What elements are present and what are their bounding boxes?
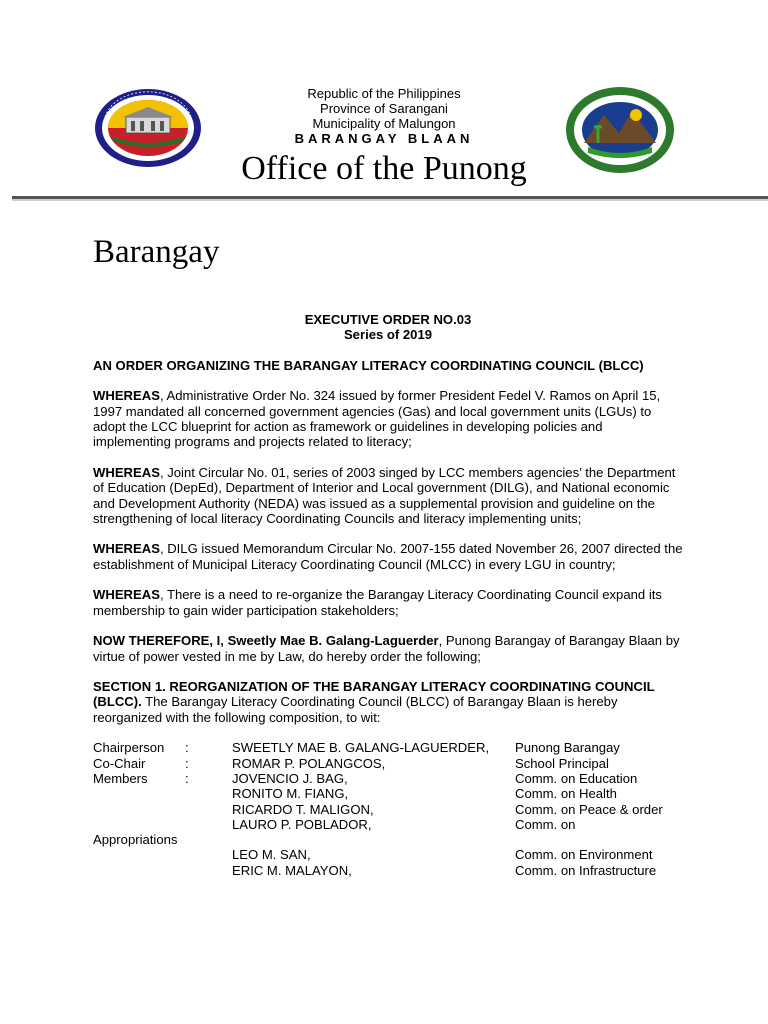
whereas-text: , Administrative Order No. 324 issued by former President Fedel V. Ramos on April 15, 1997 mandated all concerned government agencies (Gas) and local government units (LGUs) to adopt the LCC blueprint for action as framework or guidelines in developing policies and implementing programs and projects related to literacy; xyxy=(93,388,661,450)
office-subtitle: Barangay xyxy=(93,234,220,270)
whereas-text: , Joint Circular No. 01, series of 2003 singed by LCC members agencies’ the Department of Education (DepEd), Department of Interior and Local government (DILG), and National economic and Development Authority (NEDA) was issued as a supplemental provision and guideline on the strengthening of local literacy Coordinating Councils and literacy implementing units; xyxy=(93,464,676,526)
role-colon xyxy=(185,802,232,817)
member-name: ERIC M. MALAYON, xyxy=(232,862,352,878)
member-position: Punong Barangay xyxy=(515,740,620,756)
whereas-label: WHEREAS xyxy=(93,464,160,480)
composition-row xyxy=(93,786,663,801)
member-role xyxy=(93,786,185,801)
member-name: LEO M. SAN, xyxy=(232,847,311,863)
role-colon xyxy=(185,832,232,847)
role-colon: : xyxy=(185,755,189,771)
whereas-label: WHEREAS xyxy=(93,541,160,557)
whereas-label: WHEREAS xyxy=(93,587,160,603)
member-name: JOVENCIO J. BAG, xyxy=(232,770,348,786)
whereas-paragraph-2 xyxy=(93,465,683,526)
member-position xyxy=(515,832,663,847)
whereas-text: , There is a need to re-organize the Barangay Literacy Coordinating Council expand its membership to gain wider participation stakeholders; xyxy=(93,587,662,618)
member-position: Comm. on Environment xyxy=(515,847,653,863)
member-role xyxy=(93,863,185,878)
member-position: Comm. on xyxy=(515,816,576,832)
member-position: School Principal xyxy=(515,755,609,771)
member-role: Members xyxy=(93,770,148,786)
order-series: Series of 2019 xyxy=(343,327,433,343)
order-number: EXECUTIVE ORDER NO.03 xyxy=(304,312,472,327)
member-position: Comm. on Infrastructure xyxy=(515,862,657,878)
member-role xyxy=(93,802,185,817)
member-role: Chairperson xyxy=(93,740,165,756)
section-1-text: The Barangay Literacy Coordinating Council (BLCC) of Barangay Blaan is hereby reorganized with the following composition, to wit: xyxy=(93,694,618,725)
composition-row xyxy=(93,802,663,817)
office-title: Office of the Punong xyxy=(241,150,527,187)
member-name: RICARDO T. MALIGON, xyxy=(232,801,374,817)
now-therefore-paragraph xyxy=(93,633,683,664)
member-position: Comm. on Peace & order xyxy=(515,801,663,817)
role-colon: : xyxy=(185,770,189,786)
whereas-paragraph-1 xyxy=(93,388,683,449)
composition-row xyxy=(93,832,663,847)
whereas-text: , DILG issued Memorandum Circular No. 2007-155 dated November 26, 2007 directed the establishment of Municipal Literacy Coordinating Council (MLCC) in every LGU in country; xyxy=(93,541,683,572)
barangay-line: BARANGAY BLAAN xyxy=(294,131,474,146)
council-composition-table xyxy=(93,740,663,878)
member-role xyxy=(93,847,185,862)
order-heading: AN ORDER ORGANIZING THE BARANGAY LITERACY COORDINATING COUNCIL (BLCC) xyxy=(93,357,644,373)
letterhead xyxy=(0,86,768,146)
composition-row xyxy=(93,756,663,771)
whereas-paragraph-4 xyxy=(93,587,683,618)
whereas-label: WHEREAS xyxy=(93,388,160,404)
role-colon xyxy=(185,817,232,832)
whereas-paragraph-3 xyxy=(93,541,683,572)
now-therefore-text: , Punong Barangay of Barangay Blaan by virtue of power vested in me by Law, do hereby order the following; xyxy=(93,633,680,664)
composition-row xyxy=(93,847,663,862)
member-name: ROMAR P. POLANGCOS, xyxy=(232,755,386,771)
composition-row xyxy=(93,771,663,786)
member-name xyxy=(232,832,515,847)
province-line: Province of Sarangani xyxy=(320,101,448,116)
section-1-paragraph xyxy=(93,679,683,725)
composition-row xyxy=(93,740,663,755)
role-colon xyxy=(185,786,232,801)
member-name: RONITO M. FIANG, xyxy=(232,786,349,802)
member-position: Comm. on Education xyxy=(515,770,638,786)
municipality-line: Municipality of Malungon xyxy=(312,116,456,131)
composition-row xyxy=(93,817,663,832)
member-role xyxy=(93,817,185,832)
role-colon: : xyxy=(185,740,189,756)
header-divider xyxy=(12,196,768,201)
member-position: Comm. on Health xyxy=(515,786,617,802)
now-therefore-lead: NOW THEREFORE, I, Sweetly Mae B. Galang-Laguerder xyxy=(93,633,439,649)
member-role: Appropriations xyxy=(93,832,178,848)
member-role: Co-Chair xyxy=(93,755,146,771)
republic-line: Republic of the Philippines xyxy=(307,86,461,101)
role-colon xyxy=(185,863,232,878)
section-1-heading: SECTION 1. REORGANIZATION OF THE BARANGAY LITERACY COORDINATING COUNCIL (BLCC). xyxy=(93,679,655,710)
member-name: LAURO P. POBLADOR, xyxy=(232,816,372,832)
member-name: SWEETLY MAE B. GALANG-LAGUERDER, xyxy=(232,740,490,756)
document-body xyxy=(93,312,683,878)
role-colon xyxy=(185,847,232,862)
composition-row xyxy=(93,863,663,878)
